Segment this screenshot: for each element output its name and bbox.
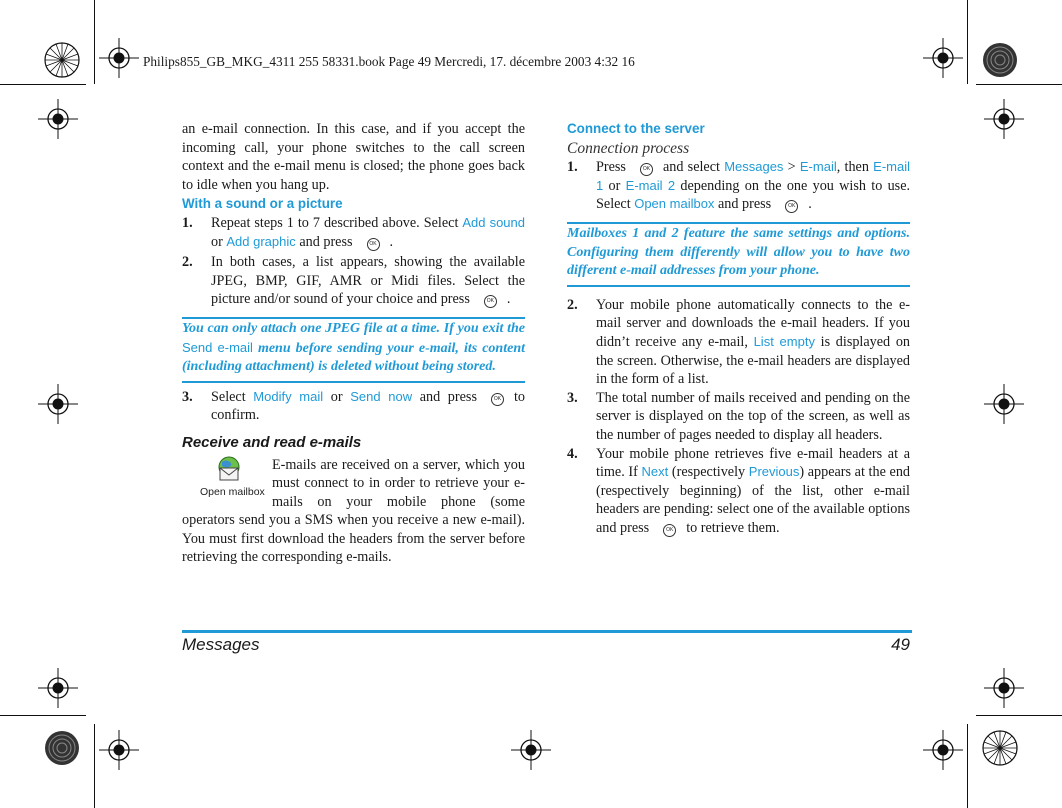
modify-mail-menu: Modify mail [253, 388, 324, 404]
ok-key-icon: OK [491, 393, 504, 406]
ok-key-icon: OK [663, 524, 676, 537]
connect-heading: Connect to the server [567, 121, 705, 136]
previous-menu: Previous [748, 464, 800, 480]
ok-key-icon: OK [367, 238, 380, 251]
step-number: 4. [567, 445, 578, 462]
left-column [182, 120, 525, 567]
ok-key-icon: OK [640, 163, 653, 176]
sound-picture-heading: With a sound or a picture [182, 196, 343, 212]
jpeg-note: You can only attach one JPEG file at a time. If you exit the Send e-mail menu before sending your e-mail, its content (including attachment) is deleted without being stored. [182, 317, 525, 383]
step-number: 2. [182, 254, 193, 271]
intro-paragraph: an e-mail connection. In this case, and if you accept the incoming call, your phone switches to the call screen context and the e-mail menu is closed; the phone goes back to idle when you hang up. [182, 121, 525, 193]
file-info-header: Philips855_GB_MKG_4311 255 58331.book Page 49 Mercredi, 17. décembre 2003 4:32 16 [143, 54, 635, 69]
footer-rule [182, 630, 912, 633]
step-number: 2. [567, 296, 578, 313]
page-number: 49 [891, 635, 910, 654]
open-mailbox-label: Open mailbox [200, 485, 265, 498]
step-number: 1. [182, 214, 193, 231]
right-step-3: 3. The total number of mails received and pending on the server is displayed on the top of the screen, as well as the number of pages needed to display all headers. [567, 389, 910, 443]
messages-menu: Messages [724, 159, 784, 175]
mailbox-icon-block [182, 456, 268, 500]
footer-section-title: Messages [182, 635, 260, 654]
right-step-4: 4. Your mobile phone retrieves five e-mail headers at a time. If Next (respectively Previous) appears at the end (respectively beginning) of the list, other e-mail headers are pending: select one of the available options and press OK to retrieve them. [567, 445, 911, 536]
right-step-2: 2. Your mobile phone automatically connects to the e-mail server and downloads the e-mail headers. If you didn’t receive any e-mail, List empty is displayed on the screen. Otherwise, the e-mail headers are displayed in the form of a list. [567, 296, 911, 388]
receive-read-heading: Receive and read e-mails [182, 433, 362, 451]
ok-key-icon: OK [484, 295, 497, 308]
add-sound-menu: Add sound [462, 214, 525, 230]
left-step-2: 2. In both cases, a list appears, showing the available JPEG, BMP, GIF, AMR or Midi files. Select the picture and/or sound of your choice and press OK . [182, 254, 525, 308]
ok-key-icon: OK [785, 200, 798, 213]
send-email-menu: Send e-mail [182, 339, 253, 355]
left-step-3: 3. Select Modify mail or Send now and press OK to confirm. [182, 388, 526, 424]
receive-paragraph: E-mails are received on a server, which you must connect to in order to retrieve your e-mails on your mobile phone (some operators send you a SMS when you receive a new e-mail). You must first download the headers from the server before retrieving the corresponding e-mails. [182, 456, 525, 566]
mailboxes-note: Mailboxes 1 and 2 feature the same settings and options. Configuring them differently will allow you to have two different e-mail addresses from your phone. [567, 222, 910, 287]
next-menu: Next [641, 464, 669, 480]
add-graphic-menu: Add graphic [226, 233, 296, 249]
right-column [567, 120, 910, 537]
email-1-menu: E-mail 1 [596, 159, 910, 193]
list-empty-menu: List empty [753, 333, 815, 349]
connection-process-heading: Connection process [567, 139, 690, 157]
step-number: 3. [567, 389, 578, 406]
left-step-1: 1. Repeat steps 1 to 7 described above. Select Add sound or Add graphic and press OK . [182, 214, 525, 250]
send-now-menu: Send now [350, 388, 413, 404]
open-mailbox-icon [214, 456, 244, 482]
open-mailbox-menu: Open mailbox [634, 196, 715, 212]
step-number: 3. [182, 388, 193, 405]
email-2-menu: E-mail 2 [625, 177, 676, 193]
email-menu: E-mail [799, 159, 837, 175]
step-number: 1. [567, 159, 578, 176]
right-step-1: 1. Press OK and select Messages > E-mail, then E-mail 1 or E-mail 2 depending on the one you wish to use. Select Open mailbox and press OK . [567, 159, 911, 213]
